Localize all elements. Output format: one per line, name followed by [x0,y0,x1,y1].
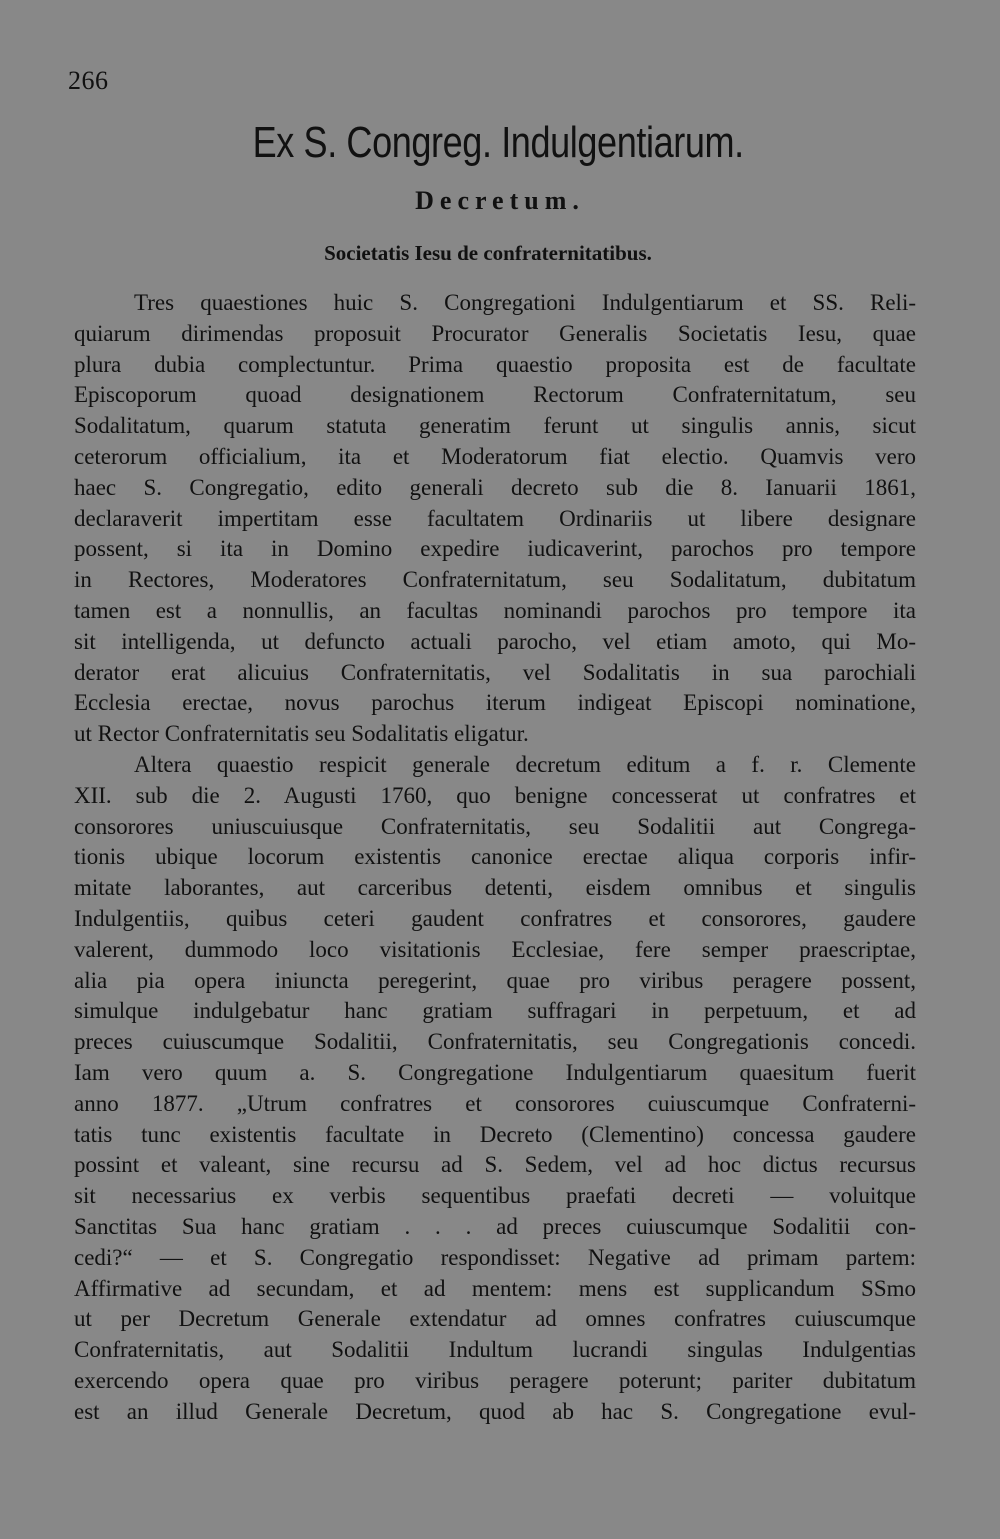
document-title: Ex S. Congreg. Indulgentiarum. [252,118,744,167]
text-line: plura dubia complectuntur. Prima quaestio proposita est de facultate [74,351,916,377]
text-line: exercendo opera quae pro viribus peragere poterunt; pariter dubitatum [74,1367,916,1393]
text-line: Affirmative ad secundam, et ad mentem: mens est supplicandum SSmo [74,1275,916,1301]
text-line: XII. sub die 2. Augusti 1760, quo benigne concesserat ut confratres et [74,782,916,808]
text-line: Iam vero quum a. S. Congregatione Indulgentiarum quaesitum fuerit [74,1059,916,1085]
text-line: derator erat alicuius Confraternitatis, vel Sodalitatis in sua parochiali [74,659,916,685]
body-text [74,288,916,1427]
text-line: sit intelligenda, ut defuncto actuali parocho, vel etiam amoto, qui Mo- [74,628,916,654]
text-line: Confraternitatis, aut Sodalitii Indultum lucrandi singulas Indulgentias [74,1337,916,1363]
text-line: preces cuiuscumque Sodalitii, Confraternitatis, seu Congregationis concedi. [74,1029,916,1055]
text-line: haec S. Congregatio, edito generali decreto sub die 8. Ianuarii 1861, [74,474,916,500]
text-line: possint et valeant, sine recursu ad S. Sedem, vel ad hoc dictus recursus [74,1152,916,1178]
text-line: Episcoporum quoad designationem Rectorum Confraternitatum, seu [74,382,916,408]
document-subtitle: Decretum. [415,186,585,215]
text-line: ut Rector Confraternitatis seu Sodalitatis eligatur. [74,721,529,747]
text-line: simulque indulgebatur hanc gratiam suffragari in perpetuum, et ad [74,998,916,1024]
text-line: est an illud Generale Decretum, quod ab hac S. Congregatione evul- [74,1398,916,1424]
text-line: mitate laborantes, aut carceribus detenti, eisdem omnibus et singulis [74,875,916,901]
text-line: alia pia opera iniuncta peregerint, quae pro viribus peragere possent, [74,967,916,993]
text-line: Ecclesia erectae, novus parochus iterum indigeat Episcopi nominatione, [74,690,916,716]
text-line: possent, si ita in Domino expedire iudicaverint, parochos pro tempore [74,536,916,562]
text-line: declaraverit impertitam esse facultatem Ordinariis ut libere designare [74,505,916,531]
text-line: Indulgentiis, quibus ceteri gaudent confratres et consorores, gaudere [74,905,916,931]
text-line: anno 1877. „Utrum confratres et consorores cuiuscumque Confraterni- [74,1090,916,1116]
text-line: sit necessarius ex verbis sequentibus praefati decreti — voluitque [74,1183,916,1209]
text-line: valerent, dummodo loco visitationis Ecclesiae, fere semper praescriptae, [74,936,916,962]
text-line: consorores uniuscuiusque Confraternitatis, seu Sodalitii aut Congrega- [74,813,916,839]
text-line: tamen est a nonnullis, an facultas nominandi parochos pro tempore ita [74,597,916,623]
text-line: tatis tunc existentis facultate in Decreto (Clementino) concessa gaudere [74,1121,916,1147]
text-line: ceterorum officialium, ita et Moderatorum fiat electio. Quamvis vero [74,443,916,469]
text-line: ut per Decretum Generale extendatur ad omnes confratres cuiuscumque [74,1306,916,1332]
section-heading: Societatis Iesu de confraternitatibus. [324,241,652,265]
text-line: Sanctitas Sua hanc gratiam . . . ad preces cuiuscumque Sodalitii con- [74,1213,916,1239]
text-line: quiarum dirimendas proposuit Procurator Generalis Societatis Iesu, quae [74,320,916,346]
text-line: Altera quaestio respicit generale decretum editum a f. r. Clemente [134,751,916,777]
text-line: cedi?“ — et S. Congregatio respondisset: Negative ad primam partem: [74,1244,916,1270]
text-line: tionis ubique locorum existentis canonice erectae aliqua corporis infir- [74,844,916,870]
text-line: Sodalitatum, quarum statuta generatim ferunt ut singulis annis, sicut [74,413,916,439]
text-line: in Rectores, Moderatores Confraternitatum, seu Sodalitatum, dubitatum [74,567,916,593]
text-line: Tres quaestiones huic S. Congregationi Indulgentiarum et SS. Reli- [134,290,916,315]
page-number: 266 [68,66,109,95]
